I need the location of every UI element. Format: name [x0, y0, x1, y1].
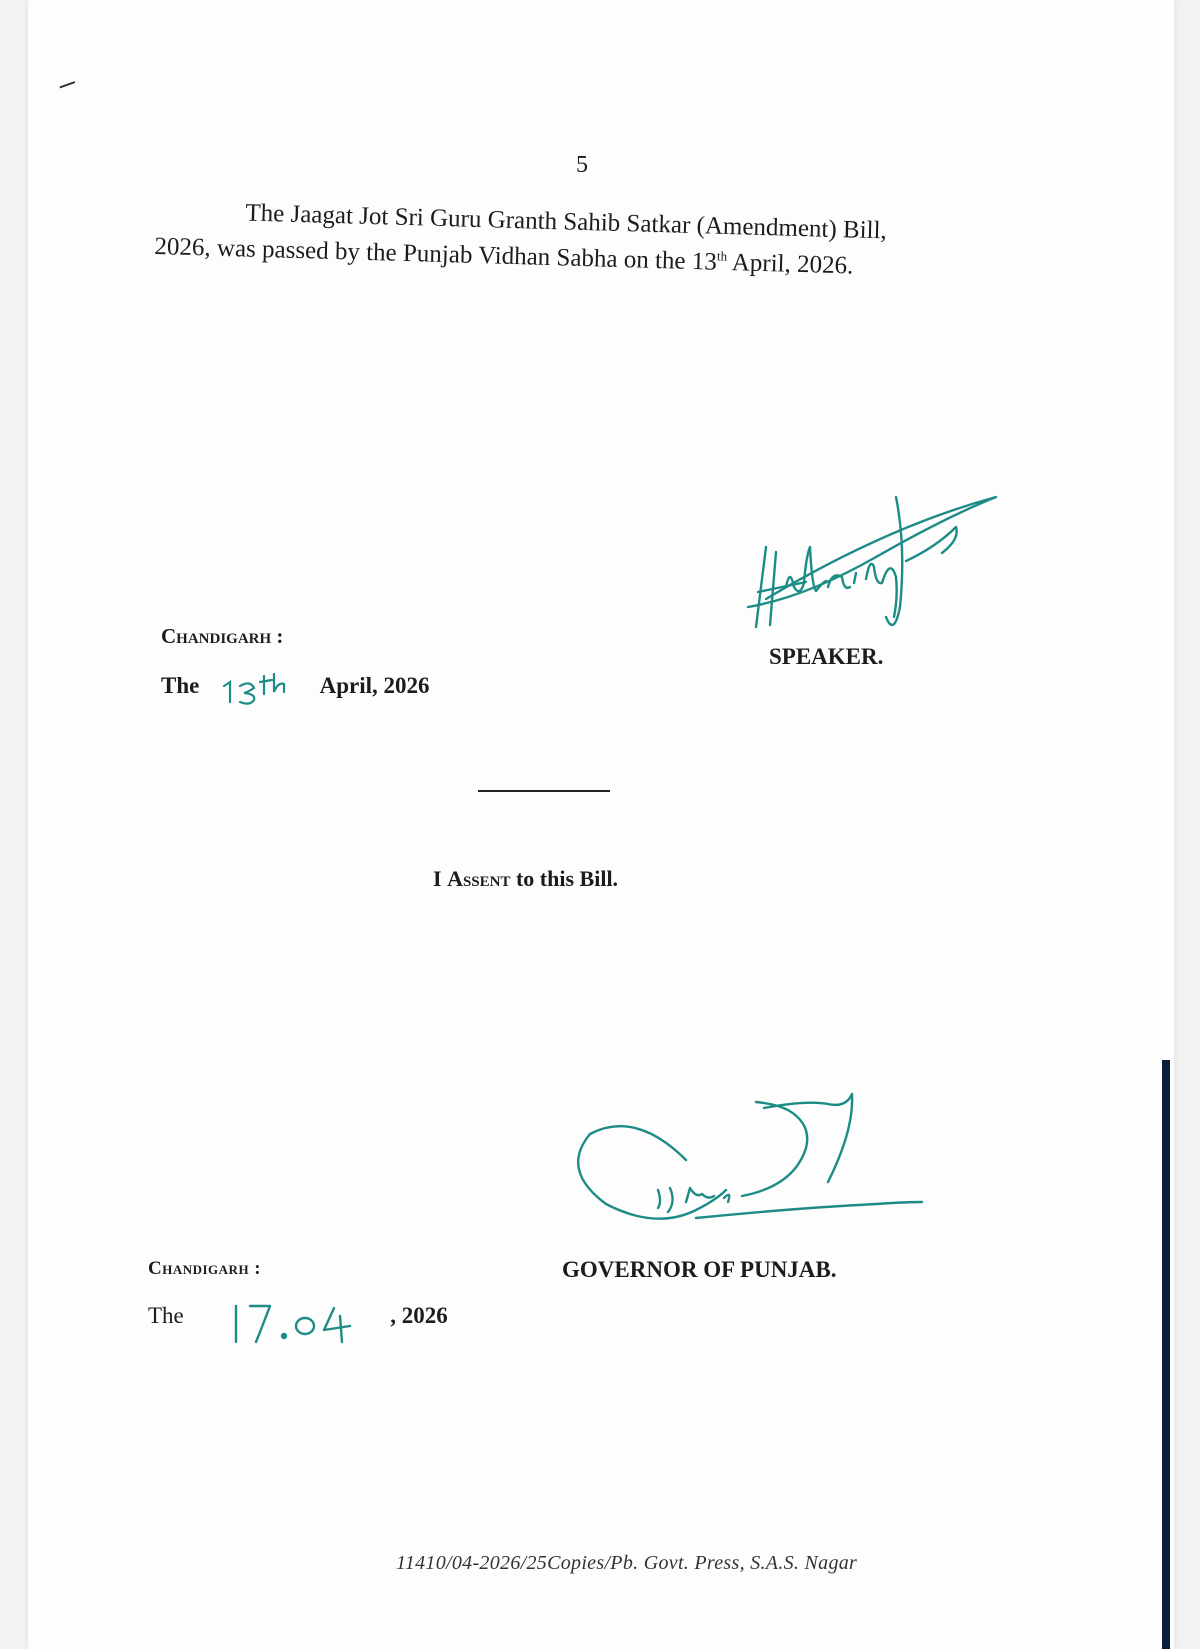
speaker-date-suffix: April, 2026 [319, 673, 430, 698]
bill-statement [154, 193, 936, 287]
governor-place: Chandigarh : [148, 1258, 262, 1279]
scan-edge [1162, 1060, 1170, 1649]
speaker-handwritten-date [220, 672, 300, 713]
scan-mark [57, 74, 75, 89]
speaker-date-prefix: The [161, 673, 200, 698]
assent-suffix: to this Bill. [510, 866, 619, 891]
assent-prefix: I [433, 866, 442, 891]
speaker-place: Chandigarh : [161, 624, 284, 648]
page-number: 5 [576, 152, 588, 178]
governor-date-suffix: , 2026 [390, 1303, 448, 1328]
printer-imprint: 11410/04-2026/25Copies/Pb. Govt. Press, S.A.S. Nagar [396, 1552, 858, 1574]
bill-statement-line-1: The Jaagat Jot Sri Guru Granth Sahib Satkar (Amendment) Bill, [245, 199, 888, 245]
speaker-signature [746, 487, 1016, 652]
governor-handwritten-date [230, 1296, 380, 1351]
bill-statement-line-2-end: April, 2026. [726, 249, 854, 280]
governor-signature [576, 1090, 936, 1245]
speaker-designation: SPEAKER. [769, 644, 884, 669]
governor-designation: GOVERNOR OF PUNJAB. [562, 1257, 837, 1282]
bill-statement-line-2-text: 2026, was passed by the Punjab Vidhan Sabha on the 13 [154, 233, 718, 276]
document-page [28, 0, 1174, 1649]
ordinal-suffix: th [716, 248, 728, 264]
divider-rule [478, 790, 610, 792]
assent-statement [433, 866, 618, 892]
governor-date-prefix: The [148, 1303, 184, 1328]
assent-keyword: Assent [447, 866, 511, 891]
